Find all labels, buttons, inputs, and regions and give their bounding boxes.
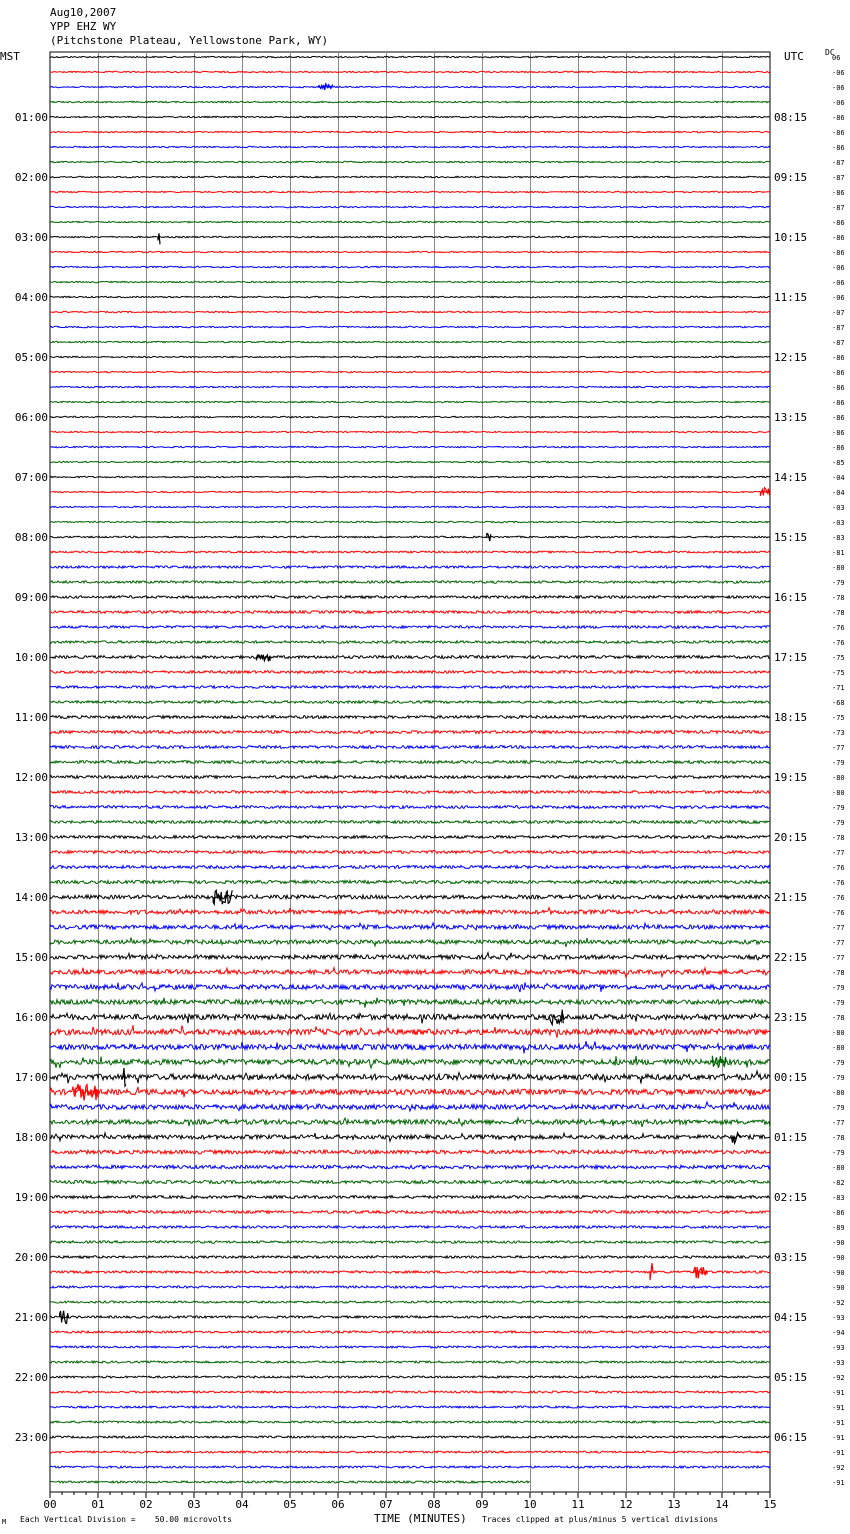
dc-offset-value: -76 xyxy=(832,909,845,917)
dc-offset-value: -77 xyxy=(832,939,845,947)
dc-offset-value: -68 xyxy=(832,699,845,707)
dc-offset-value: -86 xyxy=(832,114,845,122)
dc-offset-value: -06 xyxy=(832,69,845,77)
mst-hour-label: 03:00 xyxy=(14,231,48,244)
seismic-trace xyxy=(50,1316,770,1318)
dc-offset-value: -91 xyxy=(832,1389,845,1397)
seismic-trace xyxy=(50,1466,770,1468)
dc-offset-value: -86 xyxy=(832,369,845,377)
seismic-trace xyxy=(50,566,770,568)
seismic-event xyxy=(60,1311,69,1324)
seismic-trace xyxy=(50,1150,770,1154)
mst-hour-label: 12:00 xyxy=(14,771,48,784)
x-axis-tick-label: 07 xyxy=(379,1498,393,1511)
seismic-trace xyxy=(50,1361,770,1363)
dc-offset-value: -87 xyxy=(832,174,845,182)
seismic-trace xyxy=(50,641,770,644)
dc-offset-value: -77 xyxy=(832,1119,845,1127)
seismic-trace xyxy=(50,596,770,599)
dc-offset-value: -76 xyxy=(832,639,845,647)
dc-offset-value: -75 xyxy=(832,714,845,722)
dc-offset-value: -79 xyxy=(832,1059,845,1067)
seismic-trace xyxy=(50,968,770,978)
dc-offset-value: -77 xyxy=(832,954,845,962)
seismic-trace xyxy=(50,356,770,357)
dc-offset-value: -86 xyxy=(832,219,845,227)
dc-offset-value: -94 xyxy=(832,1329,845,1337)
seismic-trace xyxy=(50,581,770,583)
seismic-trace xyxy=(50,1346,770,1348)
dc-offset-value: -79 xyxy=(832,1104,845,1112)
seismic-trace xyxy=(50,1406,770,1408)
seismic-trace xyxy=(50,1118,770,1128)
seismic-trace xyxy=(50,611,770,614)
seismic-trace xyxy=(50,281,770,282)
dc-offset-value: -89 xyxy=(832,1224,845,1232)
seismic-trace xyxy=(50,371,770,372)
dc-offset-value: -86 xyxy=(832,354,845,362)
mst-hour-label: 18:00 xyxy=(14,1131,48,1144)
seismic-trace xyxy=(50,266,770,267)
seismic-trace xyxy=(50,1071,770,1084)
left-timezone-label: MST xyxy=(0,50,20,63)
seismic-trace xyxy=(50,1331,770,1333)
seismic-trace xyxy=(50,656,770,659)
dc-offset-value: -04 xyxy=(832,489,845,497)
seismic-trace xyxy=(50,746,770,749)
dc-offset-value: -91 xyxy=(832,1434,845,1442)
dc-offset-value: -78 xyxy=(832,609,845,617)
dc-offset-value: -91 xyxy=(832,1419,845,1427)
seismic-trace xyxy=(50,86,770,87)
mst-hour-label: 16:00 xyxy=(14,1011,48,1024)
seismic-trace xyxy=(50,1271,770,1273)
dc-offset-value: -90 xyxy=(832,1254,845,1262)
dc-offset-value: -79 xyxy=(832,1149,845,1157)
dc-offset-value: -77 xyxy=(832,924,845,932)
dc-offset-value: -86 xyxy=(832,414,845,422)
x-axis-tick-label: 04 xyxy=(235,1498,249,1511)
dc-offset-value: -91 xyxy=(832,1449,845,1457)
utc-hour-label: 23:15 xyxy=(774,1011,808,1024)
utc-hour-label: 18:15 xyxy=(774,711,808,724)
seismic-trace xyxy=(50,341,770,342)
dc-offset-value: -86 xyxy=(832,144,845,152)
dc-offset-value: -92 xyxy=(832,1374,845,1382)
seismic-trace xyxy=(50,938,770,947)
dc-offset-value: -75 xyxy=(832,654,845,662)
mst-hour-label: 07:00 xyxy=(14,471,48,484)
mst-hour-label: 14:00 xyxy=(14,891,48,904)
mst-hour-label: 10:00 xyxy=(14,651,48,664)
utc-hour-label: 19:15 xyxy=(774,771,808,784)
seismic-trace xyxy=(50,716,770,719)
seismic-trace xyxy=(50,206,770,207)
utc-hour-label: 03:15 xyxy=(774,1251,808,1264)
seismic-trace xyxy=(50,401,770,402)
utc-hour-label: 21:15 xyxy=(774,891,808,904)
seismic-trace xyxy=(50,191,770,192)
seismic-trace xyxy=(50,116,770,117)
x-axis-tick-label: 01 xyxy=(91,1498,105,1511)
dc-offset-value: -80 xyxy=(832,1029,845,1037)
seismic-trace xyxy=(50,1013,770,1023)
dc-offset-value: -80 xyxy=(832,774,845,782)
seismic-trace xyxy=(50,686,770,689)
utc-hour-label: 01:15 xyxy=(774,1131,808,1144)
clipping-note: Traces clipped at plus/minus 5 vertical divisions xyxy=(482,1515,719,1524)
mst-hour-label: 05:00 xyxy=(14,351,48,364)
seismic-trace xyxy=(50,161,770,162)
dc-offset-value: -90 xyxy=(832,1284,845,1292)
dc-offset-value: -79 xyxy=(832,819,845,827)
dc-offset-value: -78 xyxy=(832,1134,845,1142)
seismic-trace xyxy=(50,1421,770,1423)
dc-offset-value: -90 xyxy=(832,1239,845,1247)
dc-offset-value: -93 xyxy=(832,1359,845,1367)
seismic-event xyxy=(732,1133,741,1143)
seismic-trace xyxy=(50,536,770,538)
utc-hour-label: 11:15 xyxy=(774,291,808,304)
seismic-trace xyxy=(50,176,770,177)
dc-offset-value: -03 xyxy=(832,519,845,527)
mst-hour-label: 17:00 xyxy=(14,1071,48,1084)
x-axis-title: TIME (MINUTES) xyxy=(374,1512,467,1525)
dc-offset-value: -78 xyxy=(832,594,845,602)
seismic-trace xyxy=(50,446,770,447)
seismic-trace xyxy=(50,56,770,57)
dc-offset-value: -86 xyxy=(832,444,845,452)
seismic-trace xyxy=(50,1133,770,1141)
scale-marker: M xyxy=(2,1518,7,1526)
seismic-trace xyxy=(50,836,770,839)
seismic-trace xyxy=(50,1102,770,1111)
dc-offset-value: -78 xyxy=(832,834,845,842)
mst-hour-label: 20:00 xyxy=(14,1251,48,1264)
seismic-trace xyxy=(50,1376,770,1378)
dc-offset-value: -78 xyxy=(832,1014,845,1022)
x-axis-tick-label: 13 xyxy=(667,1498,681,1511)
seismic-trace xyxy=(50,386,770,387)
dc-offset-value: -73 xyxy=(832,729,845,737)
x-axis-tick-label: 08 xyxy=(427,1498,441,1511)
seismic-trace xyxy=(50,251,770,252)
seismic-trace xyxy=(50,821,770,824)
seismic-trace xyxy=(50,923,770,930)
utc-hour-label: 02:15 xyxy=(774,1191,808,1204)
seismic-trace xyxy=(50,296,770,297)
dc-offset-value: -80 xyxy=(832,1089,845,1097)
seismic-trace xyxy=(50,1056,770,1068)
dc-offset-value: -86 xyxy=(832,399,845,407)
seismic-trace xyxy=(50,461,770,462)
utc-hour-label: 04:15 xyxy=(774,1311,808,1324)
utc-hour-label: 13:15 xyxy=(774,411,808,424)
dc-offset-value: -80 xyxy=(832,789,845,797)
dc-offset-value: -93 xyxy=(832,1344,845,1352)
x-axis-tick-label: 14 xyxy=(715,1498,729,1511)
dc-offset-value: -03 xyxy=(832,504,845,512)
seismic-trace xyxy=(50,1451,770,1453)
dc-offset-value: -82 xyxy=(832,1179,845,1187)
seismic-trace xyxy=(50,1086,770,1097)
utc-hour-label: 14:15 xyxy=(774,471,808,484)
dc-offset-value: -80 xyxy=(832,1164,845,1172)
dc-offset-value: -71 xyxy=(832,684,845,692)
utc-hour-label: 00:15 xyxy=(774,1071,808,1084)
dc-offset-value: -81 xyxy=(832,549,845,557)
dc-offset-value: -92 xyxy=(832,1299,845,1307)
dc-offset-value: -80 xyxy=(832,1044,845,1052)
dc-offset-value: -04 xyxy=(832,474,845,482)
seismic-trace xyxy=(50,626,770,629)
dc-offset-value: -93 xyxy=(832,1314,845,1322)
mst-hour-label: 15:00 xyxy=(14,951,48,964)
seismic-trace xyxy=(50,1196,770,1199)
dc-offset-value: -78 xyxy=(832,969,845,977)
utc-hour-label: 05:15 xyxy=(774,1371,808,1384)
dc-offset-value: -85 xyxy=(832,459,845,467)
seismic-trace xyxy=(50,326,770,327)
dc-offset-value: -91 xyxy=(832,1479,845,1487)
dc-offset-value: -87 xyxy=(832,339,845,347)
mst-hour-label: 23:00 xyxy=(14,1431,48,1444)
seismic-trace xyxy=(50,1286,770,1288)
utc-hour-label: 10:15 xyxy=(774,231,808,244)
x-axis-tick-label: 11 xyxy=(571,1498,585,1511)
dc-offset-value: -86 xyxy=(832,234,845,242)
seismic-trace xyxy=(50,221,770,222)
dc-offset-value: -06 xyxy=(832,99,845,107)
mst-hour-label: 09:00 xyxy=(14,591,48,604)
seismic-trace xyxy=(50,953,770,960)
dc-offset-value: -79 xyxy=(832,999,845,1007)
dc-offset-value: -06 xyxy=(832,279,845,287)
dc-offset-value: -75 xyxy=(832,669,845,677)
dc-offset-value: -86 xyxy=(832,249,845,257)
seismic-trace xyxy=(50,521,770,522)
mst-hour-label: 13:00 xyxy=(14,831,48,844)
dc-offset-value: -06 xyxy=(832,84,845,92)
seismic-trace xyxy=(50,1041,770,1053)
seismic-trace xyxy=(50,71,770,72)
seismic-trace xyxy=(50,146,770,147)
mst-hour-label: 04:00 xyxy=(14,291,48,304)
dc-offset-value: 06 xyxy=(832,54,841,62)
seismic-trace xyxy=(50,908,770,915)
seismic-trace xyxy=(50,761,770,764)
dc-offset-value: -07 xyxy=(832,309,845,317)
station-location: (Pitchstone Plateau, Yellowstone Park, WY) xyxy=(50,34,329,47)
seismic-trace xyxy=(50,311,770,312)
mst-hour-label: 02:00 xyxy=(14,171,48,184)
dc-offset-value: -83 xyxy=(832,1194,845,1202)
seismic-trace xyxy=(50,701,770,704)
x-axis-tick-label: 02 xyxy=(139,1498,153,1511)
seismic-trace xyxy=(50,1025,770,1038)
dc-offset-value: -92 xyxy=(832,1464,845,1472)
dc-offset-value: -77 xyxy=(832,744,845,752)
x-axis-tick-label: 15 xyxy=(763,1498,777,1511)
seismic-trace xyxy=(50,131,770,132)
seismic-trace xyxy=(50,1436,770,1438)
dc-offset-value: -76 xyxy=(832,879,845,887)
dc-offset-value: -76 xyxy=(832,864,845,872)
x-axis-tick-label: 00 xyxy=(43,1498,57,1511)
dc-offset-value: -86 xyxy=(832,429,845,437)
utc-hour-label: 15:15 xyxy=(774,531,808,544)
dc-offset-value: -06 xyxy=(832,294,845,302)
seismic-trace xyxy=(50,101,770,102)
seismic-trace xyxy=(50,551,770,553)
dc-offset-value: -80 xyxy=(832,564,845,572)
mst-hour-label: 08:00 xyxy=(14,531,48,544)
dc-offset-value: -91 xyxy=(832,1404,845,1412)
dc-offset-value: -87 xyxy=(832,324,845,332)
utc-hour-label: 09:15 xyxy=(774,171,808,184)
utc-hour-label: 17:15 xyxy=(774,651,808,664)
dc-offset-value: -79 xyxy=(832,984,845,992)
dc-offset-value: -86 xyxy=(832,189,845,197)
seismic-trace xyxy=(50,1180,770,1183)
seismic-event xyxy=(158,233,160,244)
mst-hour-label: 11:00 xyxy=(14,711,48,724)
mst-hour-label: 22:00 xyxy=(14,1371,48,1384)
dc-offset-value: -83 xyxy=(832,534,845,542)
utc-hour-label: 12:15 xyxy=(774,351,808,364)
dc-offset-value: -87 xyxy=(832,159,845,167)
dc-offset-value: -87 xyxy=(832,204,845,212)
mst-hour-label: 21:00 xyxy=(14,1311,48,1324)
seismic-trace xyxy=(50,491,770,492)
mst-hour-label: 19:00 xyxy=(14,1191,48,1204)
x-axis-tick-label: 05 xyxy=(283,1498,297,1511)
dc-offset-value: -90 xyxy=(832,1269,845,1277)
seismic-trace xyxy=(50,806,770,809)
seismic-trace xyxy=(50,1241,770,1243)
seismic-trace xyxy=(50,1226,770,1229)
seismic-trace xyxy=(50,1165,770,1169)
seismic-trace xyxy=(50,895,770,899)
x-axis-tick-label: 10 xyxy=(523,1498,537,1511)
seismic-trace xyxy=(50,776,770,779)
dc-offset-value: -86 xyxy=(832,384,845,392)
utc-hour-label: 16:15 xyxy=(774,591,808,604)
seismic-trace xyxy=(50,851,770,854)
utc-hour-label: 22:15 xyxy=(774,951,808,964)
dc-offset-value: -79 xyxy=(832,1074,845,1082)
seismic-trace xyxy=(50,791,770,794)
x-axis-tick-label: 09 xyxy=(475,1498,489,1511)
seismic-trace xyxy=(50,880,770,883)
recording-date: Aug10,2007 xyxy=(50,6,117,19)
seismic-trace xyxy=(50,506,770,507)
seismic-trace xyxy=(50,1211,770,1214)
seismic-trace xyxy=(50,731,770,734)
plot-frame xyxy=(50,52,770,1492)
mst-hour-label: 01:00 xyxy=(14,111,48,124)
dc-offset-header: DC xyxy=(825,48,835,57)
vertical-division-note: Each Vertical Division = 50.00 microvolts xyxy=(20,1515,232,1524)
dc-offset-value: -76 xyxy=(832,894,845,902)
dc-offset-value: -86 xyxy=(832,1209,845,1217)
seismic-trace xyxy=(50,1256,770,1258)
seismic-trace xyxy=(50,1391,770,1393)
utc-hour-label: 06:15 xyxy=(774,1431,808,1444)
dc-offset-value: -06 xyxy=(832,264,845,272)
seismic-trace xyxy=(50,983,770,993)
dc-offset-value: -86 xyxy=(832,129,845,137)
dc-offset-value: -79 xyxy=(832,579,845,587)
dc-offset-value: -77 xyxy=(832,849,845,857)
station-code: YPP EHZ WY xyxy=(50,20,117,33)
dc-offset-value: -79 xyxy=(832,759,845,767)
seismic-trace xyxy=(50,998,770,1008)
x-axis-tick-label: 12 xyxy=(619,1498,633,1511)
mst-hour-label: 06:00 xyxy=(14,411,48,424)
seismic-trace xyxy=(50,416,770,417)
seismic-trace xyxy=(50,431,770,432)
dc-offset-value: -76 xyxy=(832,624,845,632)
utc-hour-label: 08:15 xyxy=(774,111,808,124)
seismic-trace xyxy=(50,671,770,674)
x-axis-tick-label: 06 xyxy=(331,1498,345,1511)
dc-offset-value: -79 xyxy=(832,804,845,812)
seismic-trace xyxy=(50,866,770,869)
right-timezone-label: UTC xyxy=(784,50,804,63)
seismic-trace xyxy=(50,476,770,477)
x-axis-tick-label: 03 xyxy=(187,1498,201,1511)
utc-hour-label: 20:15 xyxy=(774,831,808,844)
seismic-trace xyxy=(50,1301,770,1303)
